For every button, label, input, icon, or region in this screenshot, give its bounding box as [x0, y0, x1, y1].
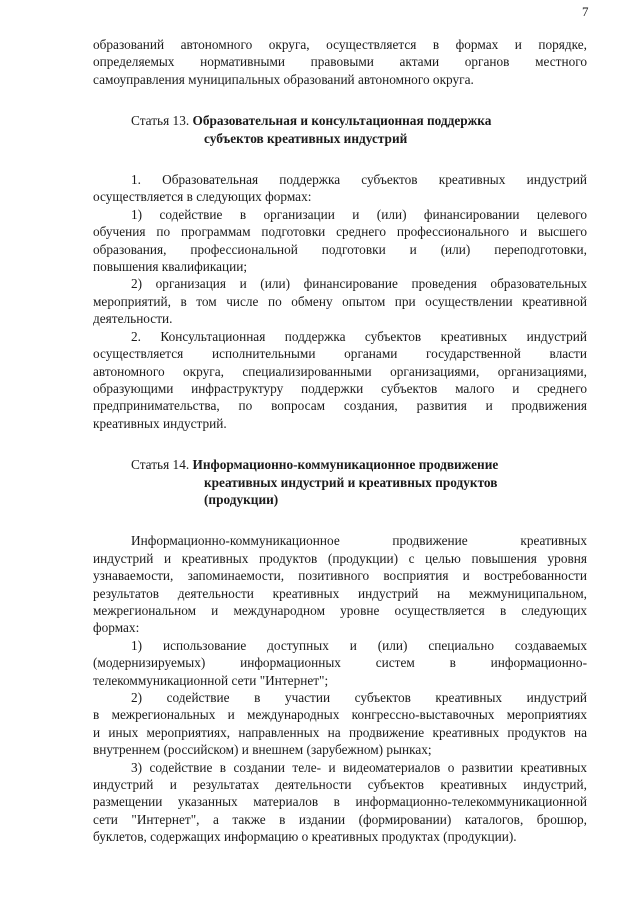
- text-line: телекоммуникационной сети "Интернет";: [93, 672, 329, 688]
- text-line: буклетов, содержащих информацию о креативных продуктах (продукции).: [93, 829, 517, 845]
- article-13-title-line: субъектов креативных индустрий: [204, 130, 408, 146]
- article-14-heading: [93, 456, 587, 508]
- text-line: осуществляется в следующих формах:: [93, 189, 312, 205]
- text-line: сети "Интернет", а также в издании (формировании) каталогов, брошюр,: [93, 811, 587, 827]
- article-14-title-line: Информационно-коммуникационное продвижение: [192, 457, 499, 473]
- text-line: 1) использование доступных и (или) специально создаваемых: [131, 637, 587, 653]
- text-line: и иных мероприятиях, направленных на продвижение креативных продуктов на: [93, 724, 587, 740]
- text-line: предпринимательства, по вопросам создания, развития и продвижения: [93, 398, 587, 414]
- text-line: 1. Образовательная поддержка субъектов креативных индустрий: [131, 172, 587, 188]
- article-14-title-line: креативных индустрий и креативных продуктов: [204, 474, 498, 490]
- article-14-title-line: (продукции): [204, 491, 279, 507]
- article-14-number: Статья 14.: [131, 457, 190, 473]
- text-line: автономного округа, специализированными организациями, организациями,: [93, 363, 587, 379]
- text-line: Информационно-коммуникационное продвижение креативных: [131, 533, 587, 549]
- text-line: (модернизируемых) информационных систем в информационно-: [93, 655, 587, 671]
- article-13-title-line: Образовательная и консультационная поддержка: [192, 113, 492, 129]
- text-line: 2) организация и (или) финансирование проведения образовательных: [131, 276, 587, 292]
- article-13-number: Статья 13.: [131, 113, 190, 129]
- text-line: узнаваемости, запоминаемости, позитивного восприятия и востребованности: [93, 568, 587, 584]
- text-line: деятельности.: [93, 311, 173, 327]
- text-line: 1) содействие в организации и (или) финансировании целевого: [131, 206, 587, 222]
- text-line: креативных индустрий.: [93, 415, 227, 431]
- text-line: образования, профессиональной подготовки и (или) переподготовки,: [93, 241, 587, 257]
- text-line: 2) содействие в участии субъектов креативных индустрий: [131, 690, 587, 705]
- text-line: размещении указанных материалов в информационно-телекоммуникационной: [93, 794, 587, 810]
- text-line: повышения квалификации;: [93, 259, 248, 275]
- text-line: индустрий и результатах деятельности субъектов креативных индустрий,: [93, 777, 587, 793]
- page-number: 7: [582, 4, 589, 19]
- text-line: обучения по программам подготовки среднего профессионального и высшего: [93, 224, 587, 240]
- text-line: внутреннем (российском) и внешнем (зарубежном) рынках;: [93, 742, 432, 758]
- text-line: результатов деятельности креативных индустрий на межмуниципальном,: [93, 585, 587, 601]
- article-14-body: [93, 532, 587, 845]
- text-line: осуществляется исполнительными органами государственной власти: [93, 346, 587, 362]
- text-line: в межрегиональных и международных конгрессно-выставочных мероприятиях: [93, 707, 587, 723]
- article-13-body: [93, 171, 587, 432]
- text-line: определяемых нормативными правовыми актами органов местного: [93, 54, 587, 70]
- text-line: 3) содействие в создании теле- и видеоматериалов о развитии креативных: [131, 759, 587, 775]
- text-line: формах:: [93, 620, 140, 636]
- text-line: индустрий и креативных продуктов (продукции) с целью повышения уровня: [93, 550, 587, 566]
- text-line: межрегиональном и международном уровне осуществляется в следующих: [93, 602, 587, 618]
- document-body: [93, 36, 587, 846]
- text-line: 2. Консультационная поддержка субъектов креативных индустрий: [131, 328, 587, 344]
- text-line: мероприятий, в том числе по обмену опытом при осуществлении креативной: [93, 293, 587, 309]
- article-13-heading: [93, 112, 587, 147]
- intro-paragraph: [93, 36, 587, 88]
- text-line: образующими инфраструктуру поддержки субъектов малого и среднего: [93, 380, 587, 396]
- text-line: образований автономного округа, осуществляется в формах и порядке,: [93, 37, 587, 52]
- text-line: самоуправления муниципальных образований автономного округа.: [93, 71, 474, 87]
